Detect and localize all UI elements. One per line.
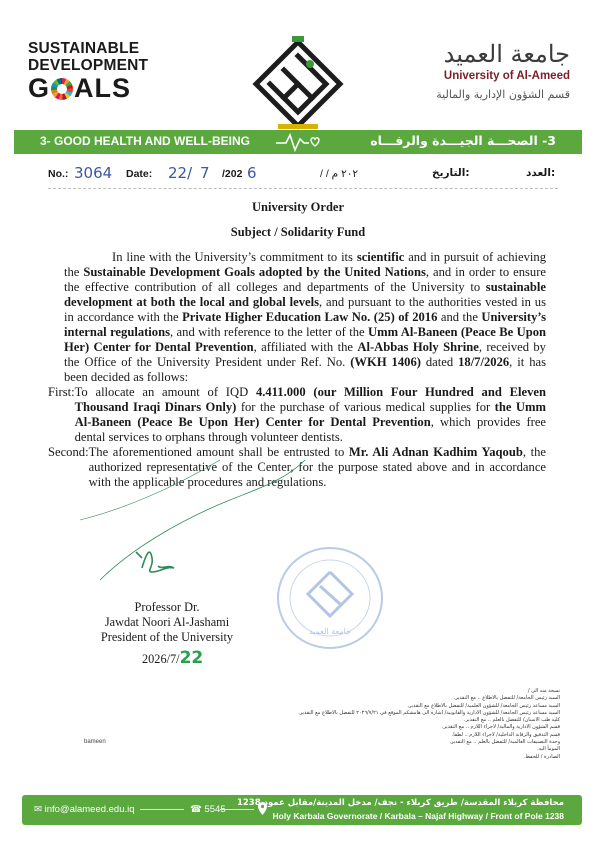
footer-email[interactable]: ✉ info@alameed.edu.iq xyxy=(34,804,135,815)
date-day: 22/ xyxy=(168,164,193,182)
date-year-digit: 6 xyxy=(247,164,257,182)
intro-run: 18/7/2026 xyxy=(458,355,510,369)
footer-email-text: info@alameed.edu.iq xyxy=(44,804,135,815)
university-logo xyxy=(410,40,570,101)
second-run: , the authorized representative of the Center, for the purpose stated above and in accordance with the applicable procedures and regulations. xyxy=(88,445,546,489)
signatory-name: Jawdat Noori Al-Jashami xyxy=(104,615,230,629)
intro-run: sustainable development at both the local and global levels xyxy=(64,280,546,309)
goal-title-english: 3- GOOD HEALTH AND WELL-BEING xyxy=(40,134,250,148)
intro-run: , and in order to ensure the effective contribution of all colleges and departments of the University to xyxy=(64,265,547,294)
sdg-line2: DEVELOPMENT xyxy=(28,57,149,74)
intro-run: Private Higher Education Law No. (25) of 2016 xyxy=(182,310,438,324)
heartbeat-icon xyxy=(276,131,320,153)
intro-run: and in pursuit of achieving the xyxy=(64,250,546,279)
sdg-wheel-icon xyxy=(51,78,73,100)
cc-line: السيد مساعد رئيس الجامعة/ للشؤون العلمية/ للتفضل بالاطلاع مع التقدير. xyxy=(407,702,560,709)
first-run: for the purchase of various medical supplies for xyxy=(236,400,495,414)
intro-paragraph xyxy=(64,250,546,385)
intro-run: , affiliated with the xyxy=(253,340,358,354)
sdg-logo xyxy=(28,40,178,102)
sdg-goals-g: G xyxy=(28,73,51,103)
cc-line: كلية طب الاسنان/ للتفضل بالعلم .. مع التقدير. xyxy=(463,717,560,724)
department-name-arabic: قسم الشؤون الإدارية والمالية xyxy=(436,88,570,101)
reference-divider xyxy=(48,188,558,189)
first-run: 4.411.000 (our Million Four Hundred and Eleven Thousand Iraqi Dinars Only) xyxy=(74,385,546,414)
footer-phone[interactable]: ☎ 5545 xyxy=(190,804,226,815)
document-subject: Subject / Solidarity Fund xyxy=(230,225,366,239)
sdg-goals-als: ALS xyxy=(74,73,132,103)
arabic-date-value: / / ٢٠٢ م xyxy=(320,168,359,180)
banner-left-cap xyxy=(0,130,14,154)
university-name-arabic: جامعة العميد xyxy=(443,40,570,68)
first-run: the Umm Al-Baneen (Peace Be Upon Her) Center for Dental Prevention xyxy=(74,400,546,429)
cc-line: السيد مساعد رئيس الجامعة/ للشؤون الادارية والقانونية/ اشارة الى هامشكم الموقع في ٢٠٢٦/٧/٢١ للتفضل بالاطلاع مع التقدير. xyxy=(298,709,560,716)
intro-run: Umm Al-Baneen (Peace Be Upon Her) Center for Dental Prevention xyxy=(64,325,546,354)
intro-run: , and pursuant to the authorities vested in us in accordance with the xyxy=(64,295,546,324)
signature-date-day: 22 xyxy=(179,648,204,668)
signatory-title: Professor Dr. xyxy=(134,600,200,614)
cc-line: المومأ اليه. xyxy=(537,746,560,753)
date-year-prefix: /202 xyxy=(222,168,243,180)
goal-banner xyxy=(0,130,596,154)
cc-line: قسم الشؤون الادارية والمالية/ لاجراء اللازم .. مع التقدير. xyxy=(441,724,560,731)
signature-date-prefix: 2026/7/ xyxy=(142,652,180,666)
intro-run: (WKH 1406) xyxy=(350,355,421,369)
university-calligraphy-logo xyxy=(248,34,348,134)
footer-address-english: Holy Karbala Governorate / Karbala – Najaf Highway / Front of Pole 1238 xyxy=(272,811,564,821)
first-run: , which provides free dental services to orphans through volunteer dentists. xyxy=(74,415,547,444)
cc-list xyxy=(240,695,560,761)
cc-line: الصادرة / للحفظ. xyxy=(523,753,560,760)
arabic-no-label: العدد: xyxy=(526,167,556,179)
footer-divider-2 xyxy=(220,809,254,810)
intro-run: , it has been decided as follows: xyxy=(64,355,546,384)
banner-right-cap xyxy=(582,130,596,154)
intro-run: , and with reference to the letter of the xyxy=(170,325,369,339)
stamp-text: جامعة العميد xyxy=(308,627,352,636)
intro-run: and the xyxy=(437,310,482,324)
second-run: The aforementioned amount shall be entrusted to xyxy=(88,445,349,459)
copy-recipients xyxy=(240,688,560,761)
intro-run: dated xyxy=(420,355,459,369)
date-label: Date: xyxy=(126,168,153,180)
goal-title-arabic: 3- الصحـــة الجيـــدة والرفـــاه xyxy=(370,133,556,148)
cc-line: وحدة التصنيفات العالمية/ للتفضل بالعلم .. مع التقدير. xyxy=(449,739,560,746)
intro-run: Al-Abbas Holy Shrine xyxy=(357,340,479,354)
no-value: 3064 xyxy=(74,164,113,182)
cc-line: السيد رئيس الجامعة/ للتفضل بالاطلاع .. مع التقدير. xyxy=(453,695,560,702)
reference-row xyxy=(48,164,558,186)
sdg-line1: SUSTAINABLE xyxy=(28,40,140,57)
document-code: bameen xyxy=(84,739,106,745)
sdg-goals-word xyxy=(28,74,178,102)
footer-address-arabic: محافظة كربلاء المقدسة/ طريق كربلاء - نجف/ مدخل المدينة/مقابل عمود 1238 xyxy=(236,798,564,808)
arabic-date-label: التاريخ: xyxy=(432,167,470,179)
intro-run: In line with the University’s commitment to its xyxy=(112,250,357,264)
first-run: To allocate an amount of IQD xyxy=(74,385,256,399)
university-stamp xyxy=(276,546,384,650)
intro-run: Sustainable Development Goals adopted by the United Nations xyxy=(83,265,426,279)
cc-line: قسم التدقيق والرقابة الداخلية/ لاجراء اللازم .. لطفا. xyxy=(451,731,560,738)
second-run: Mr. Ali Adnan Kadhim Yaqoub xyxy=(348,445,523,459)
intro-run: , received by the Office of the University President under Ref. No. xyxy=(64,340,546,369)
date-month: 7 xyxy=(200,164,210,182)
footer-divider-1 xyxy=(140,809,184,810)
footer-phone-text: 5545 xyxy=(204,804,226,815)
second-label: Second: xyxy=(48,445,89,459)
footer-bar xyxy=(22,795,582,825)
first-label: First: xyxy=(48,385,75,399)
document-title: University Order xyxy=(252,200,344,214)
intro-run: scientific xyxy=(356,250,405,264)
no-label: No.: xyxy=(48,168,69,180)
intro-run: University’s internal regulations xyxy=(64,310,546,339)
university-name-english: University of Al-Ameed xyxy=(443,70,570,82)
signature-date xyxy=(142,648,203,668)
signatory-position: President of the University xyxy=(100,630,234,644)
cc-heading: نسخة منه الى / xyxy=(527,688,560,694)
signature-block xyxy=(92,600,242,645)
